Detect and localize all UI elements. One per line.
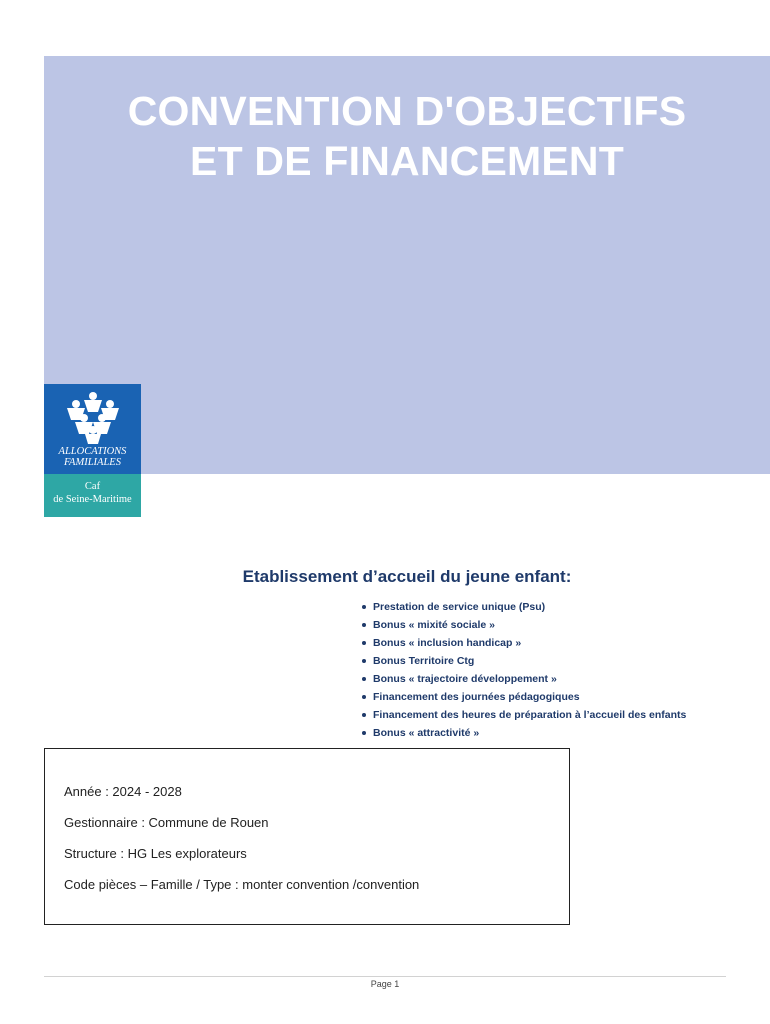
- list-item: [362, 616, 686, 634]
- info-box: [44, 748, 570, 925]
- list-item-text: Bonus Territoire Ctg: [373, 655, 475, 667]
- year-field: Année : 2024 - 2028: [64, 784, 182, 799]
- list-item-text: Financement des heures de préparation à l’accueil des enfants: [373, 709, 687, 721]
- caf-logo-text: [44, 446, 141, 468]
- list-item-text: Bonus « mixité sociale »: [373, 619, 495, 631]
- document-title: [44, 86, 770, 186]
- logo-line-4: de Seine-Maritime: [53, 494, 132, 505]
- logo-line-1: ALLOCATIONS: [58, 446, 127, 457]
- caf-logo-top: [44, 384, 141, 474]
- list-item: [362, 706, 686, 724]
- list-item: [362, 688, 686, 706]
- funding-list: [362, 598, 686, 742]
- logo-line-3: Caf: [84, 481, 101, 492]
- bullet-icon: [362, 731, 366, 735]
- list-item-text: Bonus « attractivité »: [373, 727, 480, 739]
- list-item-text: Prestation de service unique (Psu): [373, 601, 546, 613]
- list-item: [362, 634, 686, 652]
- children-figures-icon: [62, 390, 124, 446]
- section-title: Etablissement d’accueil du jeune enfant:: [242, 567, 572, 586]
- manager-field: Gestionnaire : Commune de Rouen: [64, 815, 269, 830]
- bullet-icon: [362, 677, 366, 681]
- caf-logo: [44, 384, 141, 517]
- list-item-text: Bonus « inclusion handicap »: [373, 637, 522, 649]
- document-title-line-1: CONVENTION D'OBJECTIFS: [127, 88, 687, 134]
- list-item: [362, 670, 686, 688]
- bullet-icon: [362, 659, 366, 663]
- bullet-icon: [362, 623, 366, 627]
- list-item-text: Financement des journées pédagogiques: [373, 691, 580, 703]
- document-title-line-2: ET DE FINANCEMENT: [190, 138, 624, 184]
- caf-logo-subtitle: [44, 480, 141, 506]
- logo-line-2: FAMILIALES: [64, 457, 121, 468]
- list-item: [362, 598, 686, 616]
- list-item: [362, 724, 686, 742]
- bullet-icon: [362, 695, 366, 699]
- list-item: [362, 652, 686, 670]
- structure-field: Structure : HG Les explorateurs: [64, 846, 247, 861]
- footer-divider: [44, 976, 726, 977]
- page-number: Page 1: [370, 979, 400, 989]
- bullet-icon: [362, 713, 366, 717]
- document-code-field: Code pièces – Famille / Type : monter convention /convention: [64, 877, 420, 892]
- caf-logo-bottom: [44, 474, 141, 517]
- bullet-icon: [362, 641, 366, 645]
- list-item-text: Bonus « trajectoire développement »: [373, 673, 557, 685]
- bullet-icon: [362, 605, 366, 609]
